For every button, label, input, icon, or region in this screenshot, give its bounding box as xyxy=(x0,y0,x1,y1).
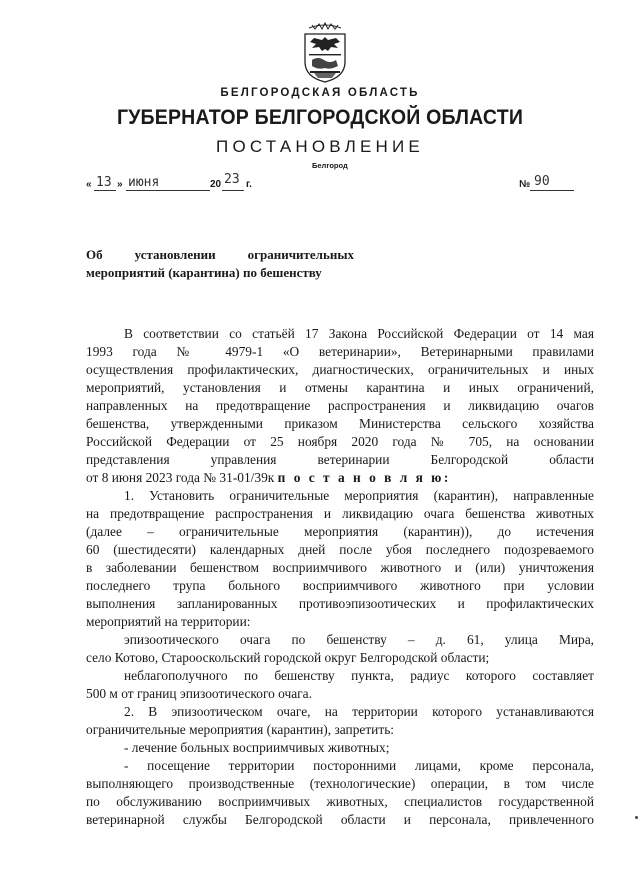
date-number-row xyxy=(86,173,586,193)
body-line: осуществления профилактических, диагностических, ограничительных и иных xyxy=(86,362,594,377)
body-line: на предотвращение распространения и ликвидацию очага бешенства животных xyxy=(86,506,594,521)
document-body xyxy=(86,325,594,829)
region-name: БЕЛГОРОДСКАЯ ОБЛАСТЬ xyxy=(220,87,420,99)
body-line: Российской Федерации от 25 ноября 2020 года № 705, на основании xyxy=(86,434,594,449)
body-line: ограничительные мероприятия (карантин), запретить: xyxy=(86,722,395,737)
month-underline xyxy=(126,190,210,191)
body-line: ветеринарной службы Белгородской области и персонала, привлеченного xyxy=(86,812,594,827)
body-line: выполнения запланированных противоэпизоотических и профилактических xyxy=(86,596,594,611)
document-type: ПОСТАНОВЛЕНИЕ xyxy=(216,137,424,156)
body-line: - посещение территории посторонними лицами, кроме персонала, xyxy=(124,758,594,773)
date-day: 13 xyxy=(96,175,112,190)
heading-line-2: мероприятий (карантина) по бешенству xyxy=(86,265,322,280)
scan-dot xyxy=(635,816,638,819)
year-underline xyxy=(222,190,244,191)
body-line: неблагополучного по бешенству пункта, радиус которого составляет xyxy=(124,668,594,683)
body-line: направленных на предотвращение распространения и ликвидацию очагов xyxy=(86,398,594,413)
body-line: 500 м от границ эпизоотического очага. xyxy=(86,686,312,701)
body-line: (далее – ограничительные мероприятия (карантин)), до истечения xyxy=(86,524,594,539)
year-suffix: 23 xyxy=(224,172,240,187)
year-prefix: 20 xyxy=(210,179,222,190)
city-name: Белгород xyxy=(312,161,348,170)
body-line: по обслуживанию восприимчивых животных, специалистов государственной xyxy=(86,794,594,809)
date-month: июня xyxy=(128,175,160,190)
body-line: 1. Установить ограничительные мероприятия (карантин), направленные xyxy=(124,488,594,503)
body-line: представления управления ветеринарии Белгородской области xyxy=(86,452,594,467)
governor-title: ГУБЕРНАТОР БЕЛГОРОДСКОЙ ОБЛАСТИ xyxy=(116,106,524,129)
document-heading xyxy=(86,246,354,282)
body-line: эпизоотического очага по бешенству – д. 61, улица Мира, xyxy=(124,632,594,647)
body-line: 60 (шестидесяти) календарных дней после убоя последнего подозреваемого xyxy=(86,542,594,557)
number-underline xyxy=(530,190,574,191)
body-line: село Котово, Старооскольский городской округ Белгородской области; xyxy=(86,650,490,665)
body-line-text: от 8 июня 2023 года № 31-01/39к xyxy=(86,470,275,485)
year-abbr: г. xyxy=(246,179,252,190)
day-underline xyxy=(94,190,116,191)
body-line: бешенства, утвержденными приказом Министерства сельского хозяйства xyxy=(86,416,594,431)
body-line: 2. В эпизоотическом очаге, на территории которого устанавливаются xyxy=(124,704,594,719)
body-line: мероприятий на территории: xyxy=(86,614,251,629)
body-line: выполняющего производственные (технологические) операции, в том числе xyxy=(86,776,594,791)
body-line: - лечение больных восприимчивых животных; xyxy=(124,740,390,755)
heading-line-1: Об установлении ограничительных xyxy=(86,247,354,262)
body-line: мероприятий, установления и отмены карантина и иных ограничений, xyxy=(86,380,594,395)
close-quote: » xyxy=(117,179,123,190)
coat-of-arms-emblem xyxy=(300,22,350,84)
body-line: последнего трупа больного восприимчивого животного при условии xyxy=(86,578,594,593)
open-quote: « xyxy=(86,179,92,190)
body-line-decree xyxy=(86,469,594,487)
body-line: В соответствии со статьёй 17 Закона Российской Федерации от 14 мая xyxy=(124,326,594,341)
body-line: 1993 года № 4979-1 «О ветеринарии», Ветеринарными правилами xyxy=(86,344,594,359)
body-line: в заболевании бешенством восприимчивого животного и (или) уничтожения xyxy=(86,560,594,575)
document-number: 90 xyxy=(534,174,550,189)
number-label: № xyxy=(519,179,531,190)
decree-word: п о с т а н о в л я ю: xyxy=(277,470,451,485)
